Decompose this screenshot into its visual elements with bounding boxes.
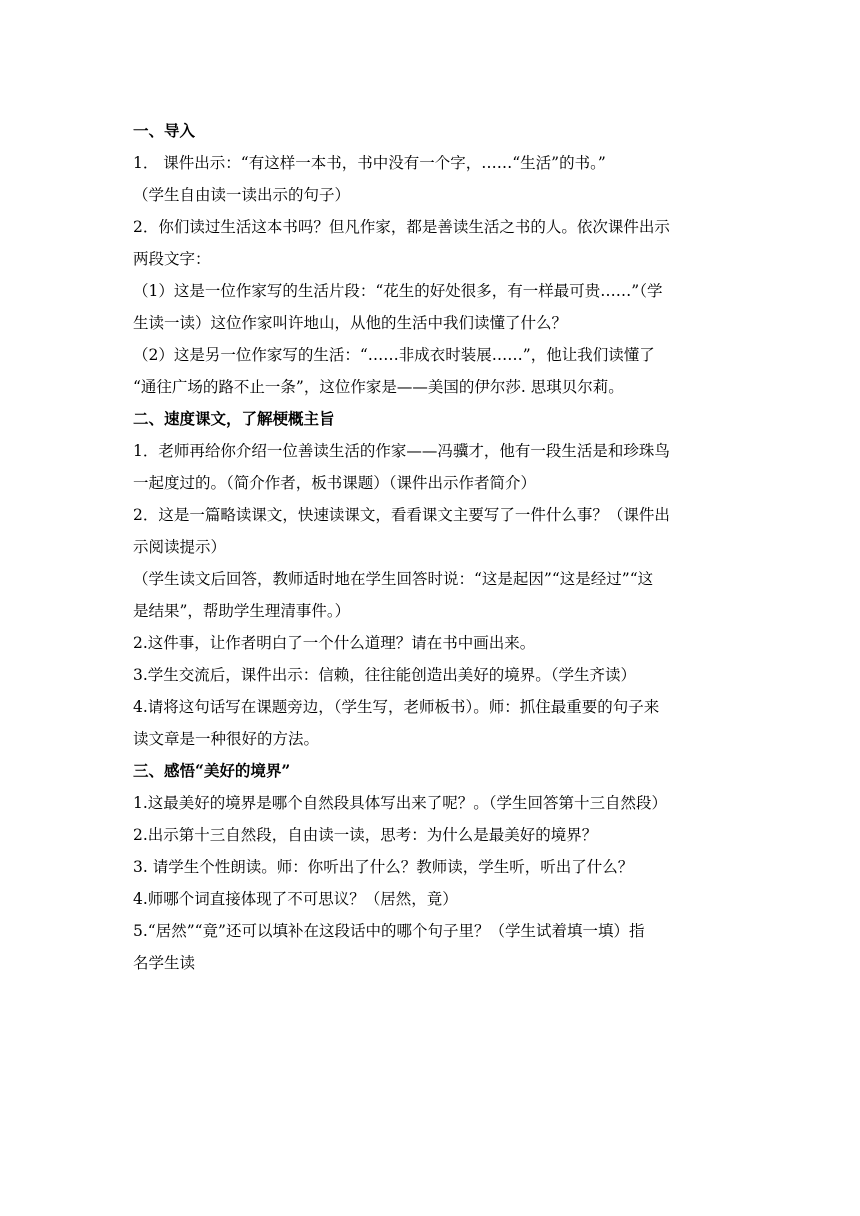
paragraph-line: 2.这件事，让作者明白了一个什么道理？请在书中画出来。 — [133, 634, 536, 652]
paragraph-line: 4.请将这句话写在课题旁边，（学生写，老师板书）。师：抓住最重要的句子来 — [133, 698, 660, 716]
paragraph-line: 名学生读 — [133, 954, 196, 972]
paragraph-line: 5.“居然”“竟”还可以填补在这段话中的哪个句子里？（学生试着填一填）指 — [133, 922, 645, 940]
paragraph-line: 2．你们读过生活这本书吗？但凡作家，都是善读生活之书的人。依次课件出示 — [133, 218, 670, 236]
document-body — [133, 115, 733, 979]
paragraph-line: （学生自由读一读出示的句子） — [133, 186, 351, 204]
section-heading-skim: 二、速度课文，了解梗概主旨 — [133, 409, 335, 428]
paragraph-line: 1．老师再给你介绍一位善读生活的作家——冯骥才，他有一段生活是和珍珠鸟 — [133, 442, 670, 460]
paragraph-line: 生读一读）这位作家叫许地山，从他的生活中我们读懂了什么？ — [133, 314, 568, 332]
paragraph-line: 是结果”，帮助学生理清事件。） — [133, 602, 351, 620]
paragraph-line: 一起度过的。（简介作者，板书课题）（课件出示作者简介） — [133, 474, 537, 492]
paragraph-line: 1.这最美好的境界是哪个自然段具体写出来了呢？。（学生回答第十三自然段） — [133, 794, 668, 812]
paragraph-line: （学生读文后回答，教师适时地在学生回答时说：“这是起因”“这是经过”“这 — [133, 570, 654, 588]
paragraph-line: 4.师哪个词直接体现了不可思议？（居然，竟） — [133, 890, 458, 908]
paragraph-line: （1）这是一位作家写的生活片段：“花生的好处很多，有一样最可贵……”（学 — [133, 282, 663, 300]
section-heading-intro: 一、导入 — [133, 121, 196, 140]
paragraph-line: 3. 请学生个性朗读。师：你听出了什么？教师读，学生听，听出了什么？ — [133, 858, 634, 876]
paragraph-line: 3.学生交流后，课件出示：信赖，往往能创造出美好的境界。（学生齐读） — [133, 666, 637, 684]
paragraph-line: 读文章是一种很好的方法。 — [133, 730, 320, 748]
section-heading-realm: 三、感悟“美好的境界” — [133, 761, 291, 780]
paragraph-line: “通往广场的路不止一条”，这位作家是——美国的伊尔莎. 思琪贝尔莉。 — [133, 378, 624, 396]
paragraph-line: 1． 课件出示：“有这样一本书，书中没有一个字，……“生活”的书。” — [133, 154, 606, 172]
paragraph-line: 两段文字： — [133, 250, 211, 268]
paragraph-line: （2）这是另一位作家写的生活：“……非成衣时装展……”，他让我们读懂了 — [133, 346, 655, 364]
paragraph-line: 2．这是一篇略读课文，快速读课文，看看课文主要写了一件什么事？（课件出 — [133, 506, 670, 524]
paragraph-line: 示阅读提示） — [133, 538, 227, 556]
paragraph-line: 2.出示第十三自然段，自由读一读，思考：为什么是最美好的境界？ — [133, 826, 598, 844]
